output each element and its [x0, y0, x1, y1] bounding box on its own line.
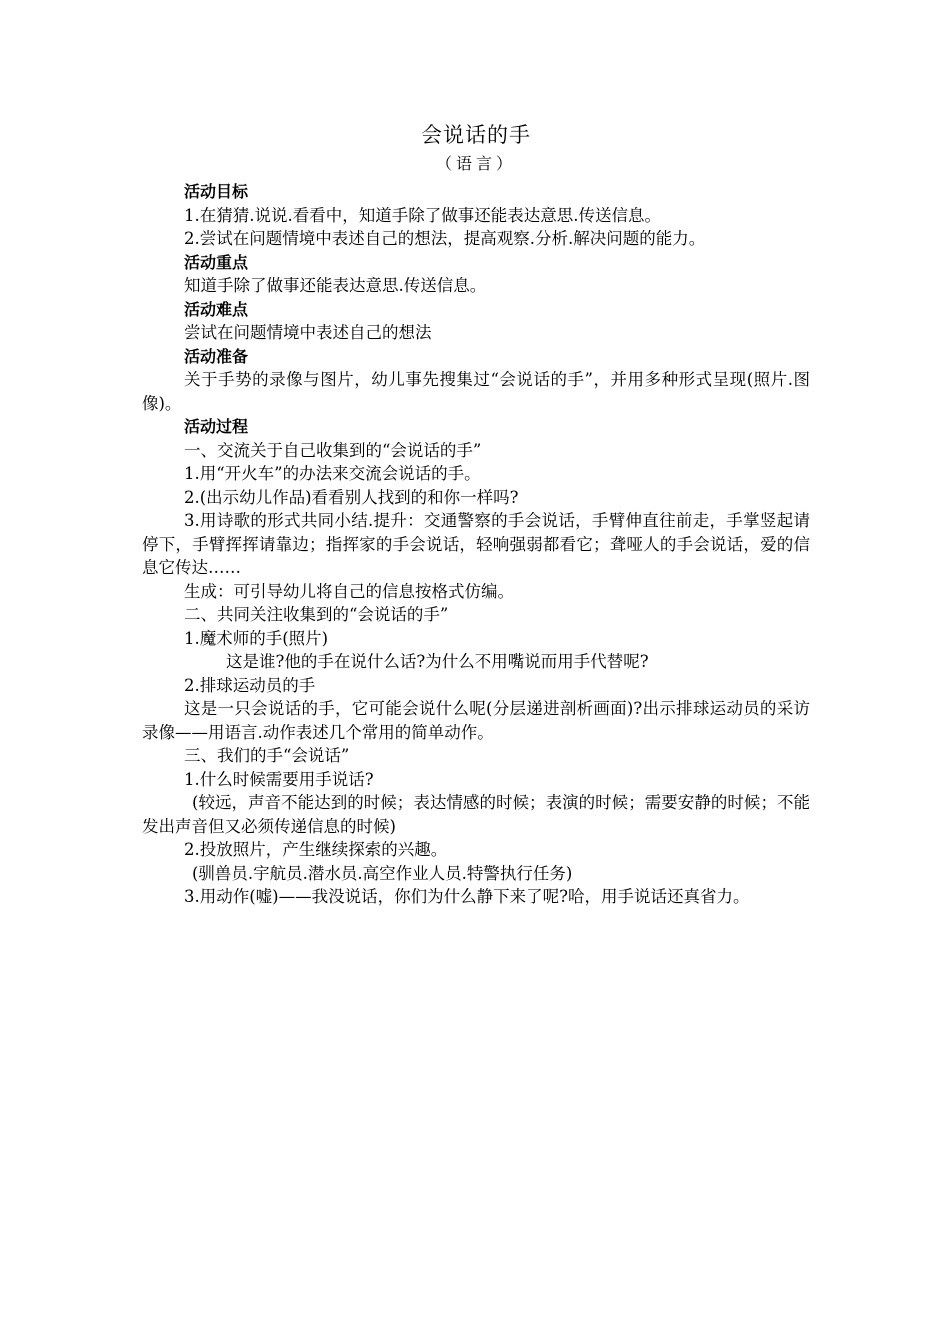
difficulty-text: 尝试在问题情境中表述自己的想法 [184, 323, 432, 342]
document-subtitle: （语言） [435, 154, 516, 173]
process-part-1-generation: 生成：可引导幼儿将自己的信息按格式仿编。 [184, 581, 514, 601]
key-heading: 活动重点 [184, 252, 249, 272]
process-part-1-title: 一、交流关于自己收集到的“会说话的手” [184, 440, 482, 460]
prep-heading: 活动准备 [184, 346, 249, 366]
process-part-3-item-2: 2.投放照片，产生继续探索的兴趣。 [184, 840, 448, 859]
process-part-2-item-2-text: 这是一只会说话的手，它可能会说什么呢(分层递进剖析画面)?出示排球运动员的采访录像——用语言.动作表述几个常用的简单动作。 [142, 699, 810, 742]
goal-heading: 活动目标 [184, 182, 249, 201]
process-part-1-item-3: 3.用诗歌的形式共同小结.提升：交通警察的手会说话，手臂伸直往前走，手掌竖起请停下，手臂挥挥请靠边；指挥家的手会说话，轻响强弱都看它；聋哑人的手会说话，爱的信息它传达…… [142, 511, 810, 577]
goal-item-1: 1.在猜猜.说说.看看中，知道手除了做事还能表达意思.传送信息。 [184, 205, 661, 225]
process-part-1-item-2: 2.(出示幼儿作品)看看别人找到的和你一样吗? [184, 487, 519, 507]
document-page [142, 118, 810, 909]
process-part-2-item-2: 2.排球运动员的手 [184, 675, 316, 695]
process-part-1-item-1: 1.用“开火车”的办法来交流会说话的手。 [184, 464, 481, 483]
difficulty-heading: 活动难点 [184, 299, 249, 319]
process-heading: 活动过程 [184, 417, 249, 436]
document-title: 会说话的手 [421, 123, 531, 147]
process-part-2-item-1-question: 这是谁?他的手在说什么话?为什么不用嘴说而用手代替呢? [226, 652, 649, 671]
prep-text: 关于手势的录像与图片，幼儿事先搜集过“会说话的手”，并用多种形式呈现(照片.图像)。 [142, 370, 810, 413]
process-part-2-title: 二、共同关注收集到的“会说话的手” [184, 605, 449, 624]
process-part-3-item-3: 3.用动作(嘘)——我没说话，你们为什么静下来了呢?哈，用手说话还真省力。 [184, 887, 750, 906]
process-part-3-item-1-text: (较远，声音不能达到的时候；表达情感的时候；表演的时候；需要安静的时候；不能发出声音但又必须传递信息的时候) [142, 793, 810, 836]
process-part-3-title: 三、我们的手“会说话” [184, 746, 350, 765]
goal-item-2: 2.尝试在问题情境中表述自己的想法，提高观察.分析.解决问题的能力。 [184, 229, 706, 248]
key-text: 知道手除了做事还能表达意思.传送信息。 [184, 276, 487, 295]
process-part-3-item-2-text: (驯兽员.宇航员.潜水员.高空作业人员.特警执行任务) [192, 863, 573, 883]
process-part-2-item-1: 1.魔术师的手(照片) [184, 628, 329, 648]
process-part-3-item-1: 1.什么时候需要用手说话? [184, 769, 374, 789]
